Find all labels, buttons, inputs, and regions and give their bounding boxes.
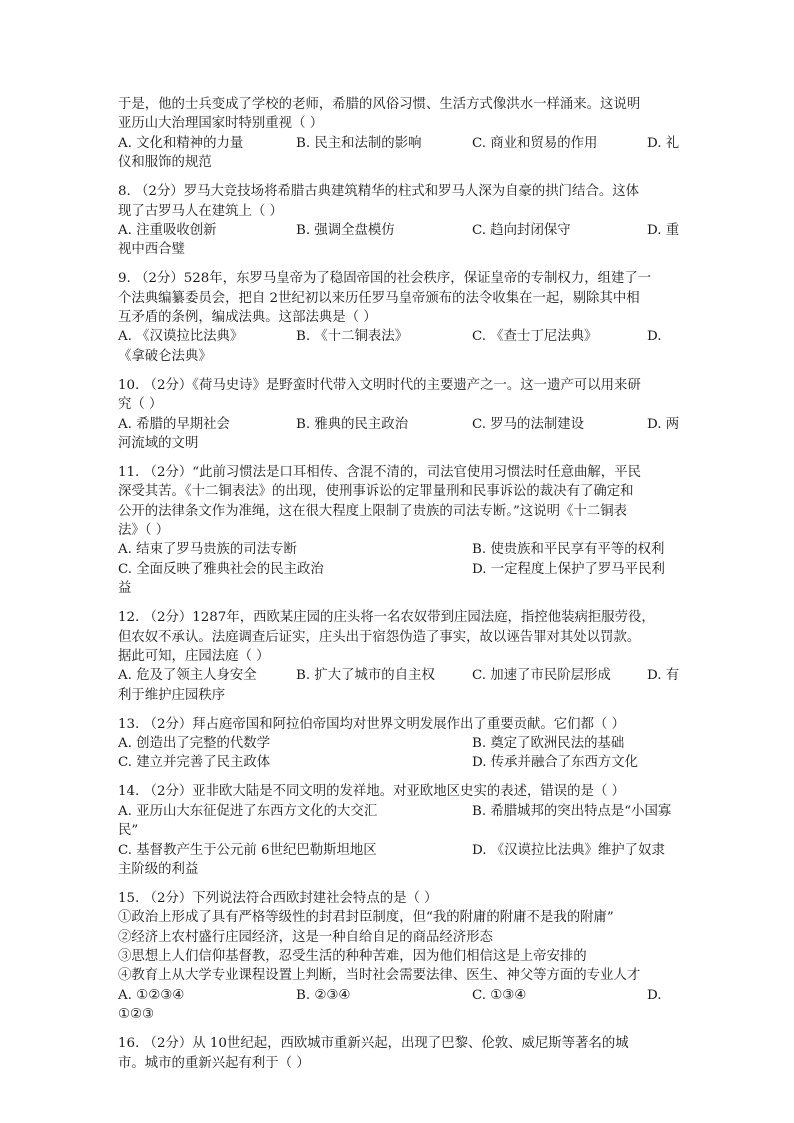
exam-page — [118, 95, 680, 1082]
option-d-continued: 益 — [118, 581, 132, 597]
question-16-stem-line: 市。城市的重新兴起有利于（ ） — [118, 1055, 310, 1071]
option-b: B. 雅典的民主政治 — [296, 416, 409, 432]
option-a: A. 注重吸收创新 — [118, 222, 217, 238]
question-16-stem-line: 16. （2分）从 10世纪起，西欧城市重新兴起，出现了巴黎、伦敦、威尼斯等著名的城 — [118, 1036, 629, 1052]
question-8-options — [118, 221, 680, 240]
question-15-statement: ③思想上人们信仰基督教，忍受生活的种种苦难，因为他们相信这是上帝安排的 — [118, 949, 587, 965]
question-10-stem-line: 究（ ） — [118, 397, 163, 413]
option-d-continued: ①②③ — [118, 1007, 155, 1023]
question-10 — [118, 376, 680, 454]
question-14-stem-line: 14. （2分）亚非欧大陆是不同文明的发祥地。对亚欧地区史实的表述，错误的是（ ） — [118, 784, 625, 800]
question-9-options — [118, 327, 676, 346]
question-13-options — [118, 734, 676, 753]
question-15-statement: ①政治上形成了具有严格等级性的封君封臣制度，但“我的附庸的附庸不是我的附庸” — [118, 910, 614, 926]
option-d: D. 礼 — [647, 135, 680, 151]
option-d: D. — [647, 987, 662, 1003]
option-d: D. 《汉谟拉比法典》维护了奴隶 — [472, 842, 665, 858]
question-9-stem-line: 9. （2分）528年，东罗马皇帝为了稳固帝国的社会秩序，保证皇帝的专制权力，组建了一 — [118, 271, 652, 287]
option-d-continued: 《拿破仑法典》 — [118, 348, 212, 364]
option-c: C. 商业和贸易的作用 — [472, 135, 598, 151]
question-11-options — [118, 560, 676, 579]
option-b: B. 扩大了城市的自主权 — [296, 668, 435, 684]
question-12 — [118, 608, 680, 705]
option-d-continued: 利于维护庄园秩序 — [118, 687, 226, 703]
question-11-stem-line: 深受其苦。《十二铜表法》的出现，使刑事诉讼的定罪量刑和民事诉讼的裁决有了确定和 — [118, 484, 634, 500]
option-b-continued — [118, 821, 676, 840]
question-12-stem-line: 12. （2分）1287年，西欧某庄园的庄头将一名农奴带到庄园法庭，指控他装病拒服劳役， — [118, 610, 655, 626]
option-c: C. 罗马的法制建设 — [472, 416, 585, 432]
option-b: B. ②③④ — [296, 987, 351, 1003]
question-9 — [118, 269, 676, 366]
question-9-stem-line: 互矛盾的条例，编成法典。这部法典是（ ） — [118, 310, 377, 326]
question-13-options — [118, 753, 676, 772]
question-15 — [118, 889, 676, 1025]
question-7-stem-line: 亚历山大治理国家时特别重视（ ） — [118, 116, 324, 132]
question-8 — [118, 182, 680, 260]
option-d-continued: 主阶级的利益 — [118, 861, 199, 877]
option-d: D. 传承并融合了东西方文化 — [472, 755, 639, 771]
option-d-continued: 视中西合璧 — [118, 242, 185, 258]
option-d: D. 两 — [647, 416, 680, 432]
question-8-stem-line: 8. （2分）罗马大竞技场将希腊古典建筑精华的柱式和罗马人深为自豪的拱门结合。这体 — [118, 184, 640, 200]
option-c: C. 趋向封闭保守 — [472, 222, 571, 238]
option-a: A. ①②③④ — [118, 987, 185, 1003]
question-16 — [118, 1034, 676, 1073]
option-d: D. — [647, 329, 662, 345]
question-8-stem-line: 现了古罗马人在建筑上（ ） — [118, 203, 283, 219]
option-c: C. 建立并完善了民主政体 — [118, 755, 271, 771]
question-11 — [118, 463, 676, 599]
option-b: B. 民主和法制的影响 — [296, 135, 422, 151]
question-15-statement: ④教育上从大学专业课程设置上判断，当时社会需要法律、医生、神父等方面的专业人才 — [118, 968, 641, 984]
question-15-statement: ②经济上农村盛行庄园经济，这是一种自给自足的商品经济形态 — [118, 929, 493, 945]
question-12-options — [118, 666, 680, 685]
question-14-options — [118, 802, 676, 821]
option-c: C. 《查士丁尼法典》 — [472, 329, 598, 345]
option-d-continued: 河流域的文明 — [118, 435, 199, 451]
option-c: C. ①③④ — [472, 987, 527, 1003]
option-d: D. 一定程度上保护了罗马平民利 — [472, 561, 665, 577]
option-b: B. 使贵族和平民享有平等的权利 — [472, 542, 665, 558]
option-a: A. 文化和精神的力量 — [118, 135, 244, 151]
option-a: A. 希腊的早期社会 — [118, 416, 230, 432]
question-13-stem-line: 13. （2分）拜占庭帝国和阿拉伯帝国均对世界文明发展作出了重要贡献。它们都（ ） — [118, 716, 625, 732]
option-c: C. 加速了市民阶层形成 — [472, 668, 611, 684]
question-12-stem-line: 据此可知，庄园法庭（ ） — [118, 648, 270, 664]
option-b: B. 《十二铜表法》 — [296, 329, 409, 345]
option-a: A. 《汉谟拉比法典》 — [118, 329, 244, 345]
question-7-options — [118, 134, 680, 153]
option-a: A. 创造出了完整的代数学 — [118, 736, 271, 752]
question-11-options — [118, 540, 676, 559]
option-d: D. 重 — [647, 222, 680, 238]
question-14-options — [118, 841, 676, 860]
option-b: B. 奠定了欧洲民法的基础 — [472, 736, 625, 752]
question-10-options — [118, 415, 680, 434]
question-15-options — [118, 986, 676, 1005]
question-14 — [118, 782, 676, 879]
question-13 — [118, 715, 676, 773]
option-d: D. 有 — [647, 668, 680, 684]
option-a: A. 危及了领主人身安全 — [118, 668, 257, 684]
question-15-stem-line: 15. （2分）下列说法符合西欧封建社会特点的是（ ） — [118, 890, 438, 906]
option-b: B. 强调全盘模仿 — [296, 222, 395, 238]
question-7-stem-line: 于是，他的士兵变成了学校的老师，希腊的风俗习惯、生活方式像洪水一样涌来。这说明 — [118, 97, 641, 112]
question-9-stem-line: 个法典编纂委员会，把自 2世纪初以来历任罗马皇帝颁布的法令收集在一起，剔除其中相 — [118, 290, 640, 306]
option-c: C. 基督教产生于公元前 6世纪巴勒斯坦地区 — [118, 842, 377, 858]
question-12-stem-line: 但农奴不承认。法庭调查后证实，庄头出于宿怨伪造了事实，故以诬告罪对其处以罚款。 — [118, 629, 641, 645]
option-c: C. 全面反映了雅典社会的民主政治 — [118, 561, 324, 577]
question-10-stem-line: 10. （2分）《荷马史诗》是野蛮时代带入文明时代的主要遗产之一。这一遗产可以用来研 — [118, 377, 641, 393]
option-b-tail: 民” — [118, 823, 139, 839]
option-a: A. 结束了罗马贵族的司法专断 — [118, 542, 297, 558]
option-a: A. 亚历山大东征促进了东西方文化的大交汇 — [118, 803, 378, 819]
question-7 — [118, 95, 680, 173]
question-11-stem-line: 11. （2分）“此前习惯法是口耳相传、含混不清的，司法官使用习惯法时任意曲解，平民 — [118, 464, 641, 480]
option-b: B. 希腊城邦的突出特点是“小国寡 — [472, 803, 672, 819]
question-11-stem-line: 公开的法律条文作为准绳，这在很大程度上限制了贵族的司法专断。”这说明《十二铜表 — [118, 503, 627, 519]
option-d-continued: 仪和服饰的规范 — [118, 155, 212, 171]
question-11-stem-line: 法》（ ） — [118, 523, 170, 539]
